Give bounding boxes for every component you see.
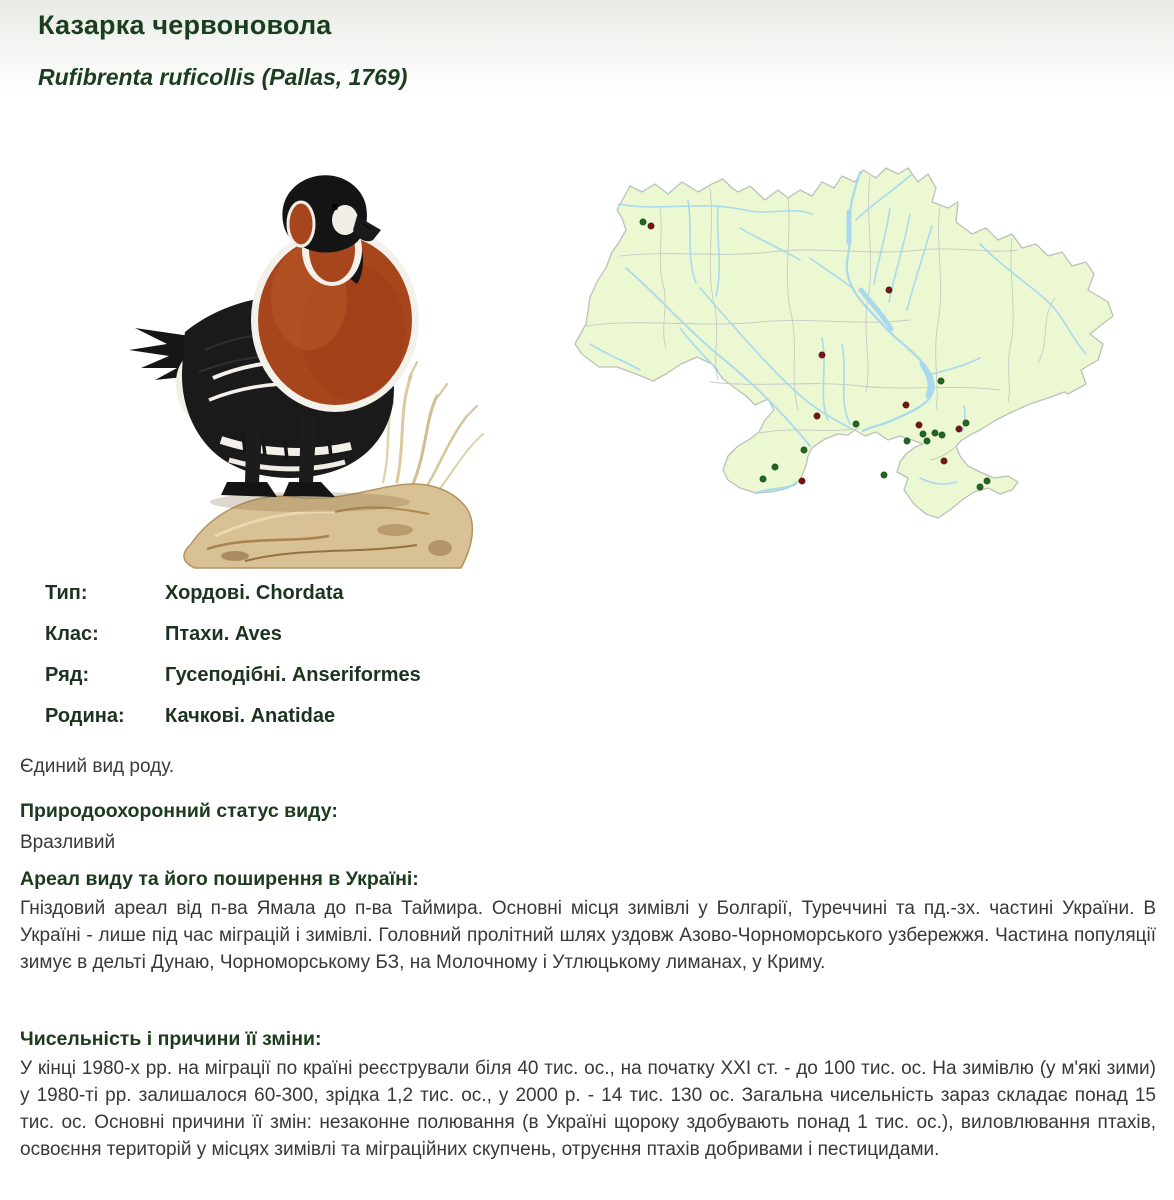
record-dot-red: [916, 422, 922, 428]
taxonomy-value: Качкові. Anatidae: [165, 705, 336, 727]
range-map-svg: [560, 148, 1174, 568]
record-dot-green: [939, 432, 945, 438]
record-dot-red: [814, 413, 820, 419]
genus-note: Єдиний вид роду.: [20, 756, 175, 777]
record-dot-green: [984, 478, 990, 484]
range-map: [560, 148, 1174, 568]
record-dot-red: [956, 426, 962, 432]
record-dot-green: [920, 431, 926, 437]
taxonomy-row-class: [45, 622, 421, 646]
taxonomy-row-type: [45, 581, 421, 605]
goose-body: [129, 175, 419, 497]
range-text: Гніздовий ареал від п-ва Ямала до п-ва Таймира. Основні місця зимівлі у Болгарії, Туреччині та пд.-зх. частині України. В Україні - лише під час міграцій і зимівлі. Головний пролітний шлях уздовж Азово-Чорноморського узбережжя. Частина популяції зимує в дельті Дунаю, Чорноморському БЗ, на Молочному і Утлюцькому лиманах, у Криму.: [20, 898, 1156, 973]
taxonomy-label: Клас:: [45, 623, 99, 645]
record-dot-green: [904, 438, 910, 444]
taxonomy-table: [45, 581, 421, 745]
latin-name: Rufibrenta ruficollis (Pallas, 1769): [38, 64, 408, 90]
record-dot-red: [903, 402, 909, 408]
taxonomy-label: Тип:: [45, 582, 88, 604]
record-dot-green: [932, 430, 938, 436]
record-dot-red: [941, 458, 947, 464]
bird-illustration: [95, 150, 525, 575]
ukraine-outline: [575, 168, 1113, 518]
record-dot-green: [977, 484, 983, 490]
bird-illustration-svg: [95, 150, 525, 575]
record-dot-green: [963, 420, 969, 426]
grass: [383, 362, 483, 490]
taxonomy-label: Родина:: [45, 705, 125, 727]
record-dot-red: [819, 352, 825, 358]
record-dot-green: [760, 476, 766, 482]
taxonomy-value: Птахи. Aves: [165, 623, 282, 645]
record-dot-green: [640, 219, 646, 225]
taxonomy-row-family: [45, 704, 421, 728]
status-heading: Природоохоронний статус виду:: [20, 800, 338, 822]
taxonomy-label: Ряд:: [45, 664, 90, 686]
record-dot-red: [886, 287, 892, 293]
population-text: У кінці 1980-х рр. на міграції по країні реєстрували біля 40 тис. ос., на початку XXI ст. - до 100 тис. ос. На зимівлю (у м'які зими) у 1980-ті рр. залишалося 60-300, зрідка 1,2 тис. ос., у 2000 р. - 14 тис. 130 ос. Загальна чисельність зараз складає понад 15 тис. ос. Основні причини її змін: незаконне полювання (в Україні щороку здобувають понад 1 тис. ос.), виловлювання птахів, освоєння територій у місцях зимівлі та міграційних скупчень, отруєння птахів добривами і пестицидами.: [20, 1058, 1156, 1160]
record-dot-green: [938, 378, 944, 384]
status-value: Вразливий: [20, 832, 116, 853]
taxonomy-row-order: [45, 663, 421, 687]
record-dot-green: [924, 438, 930, 444]
record-dot-green: [772, 464, 778, 470]
record-dot-green: [853, 421, 859, 427]
range-heading: Ареал виду та його поширення в Україні:: [20, 868, 419, 890]
taxonomy-value: Гусеподібні. Anseriformes: [165, 664, 421, 686]
record-dot-red: [648, 223, 654, 229]
record-dot-green: [801, 447, 807, 453]
record-dot-red: [799, 478, 805, 484]
page-title: Казарка червоновола: [38, 10, 332, 40]
taxonomy-value: Хордові. Chordata: [165, 582, 344, 604]
record-dot-green: [881, 472, 887, 478]
population-heading: Чисельність і причини її зміни:: [20, 1028, 322, 1050]
